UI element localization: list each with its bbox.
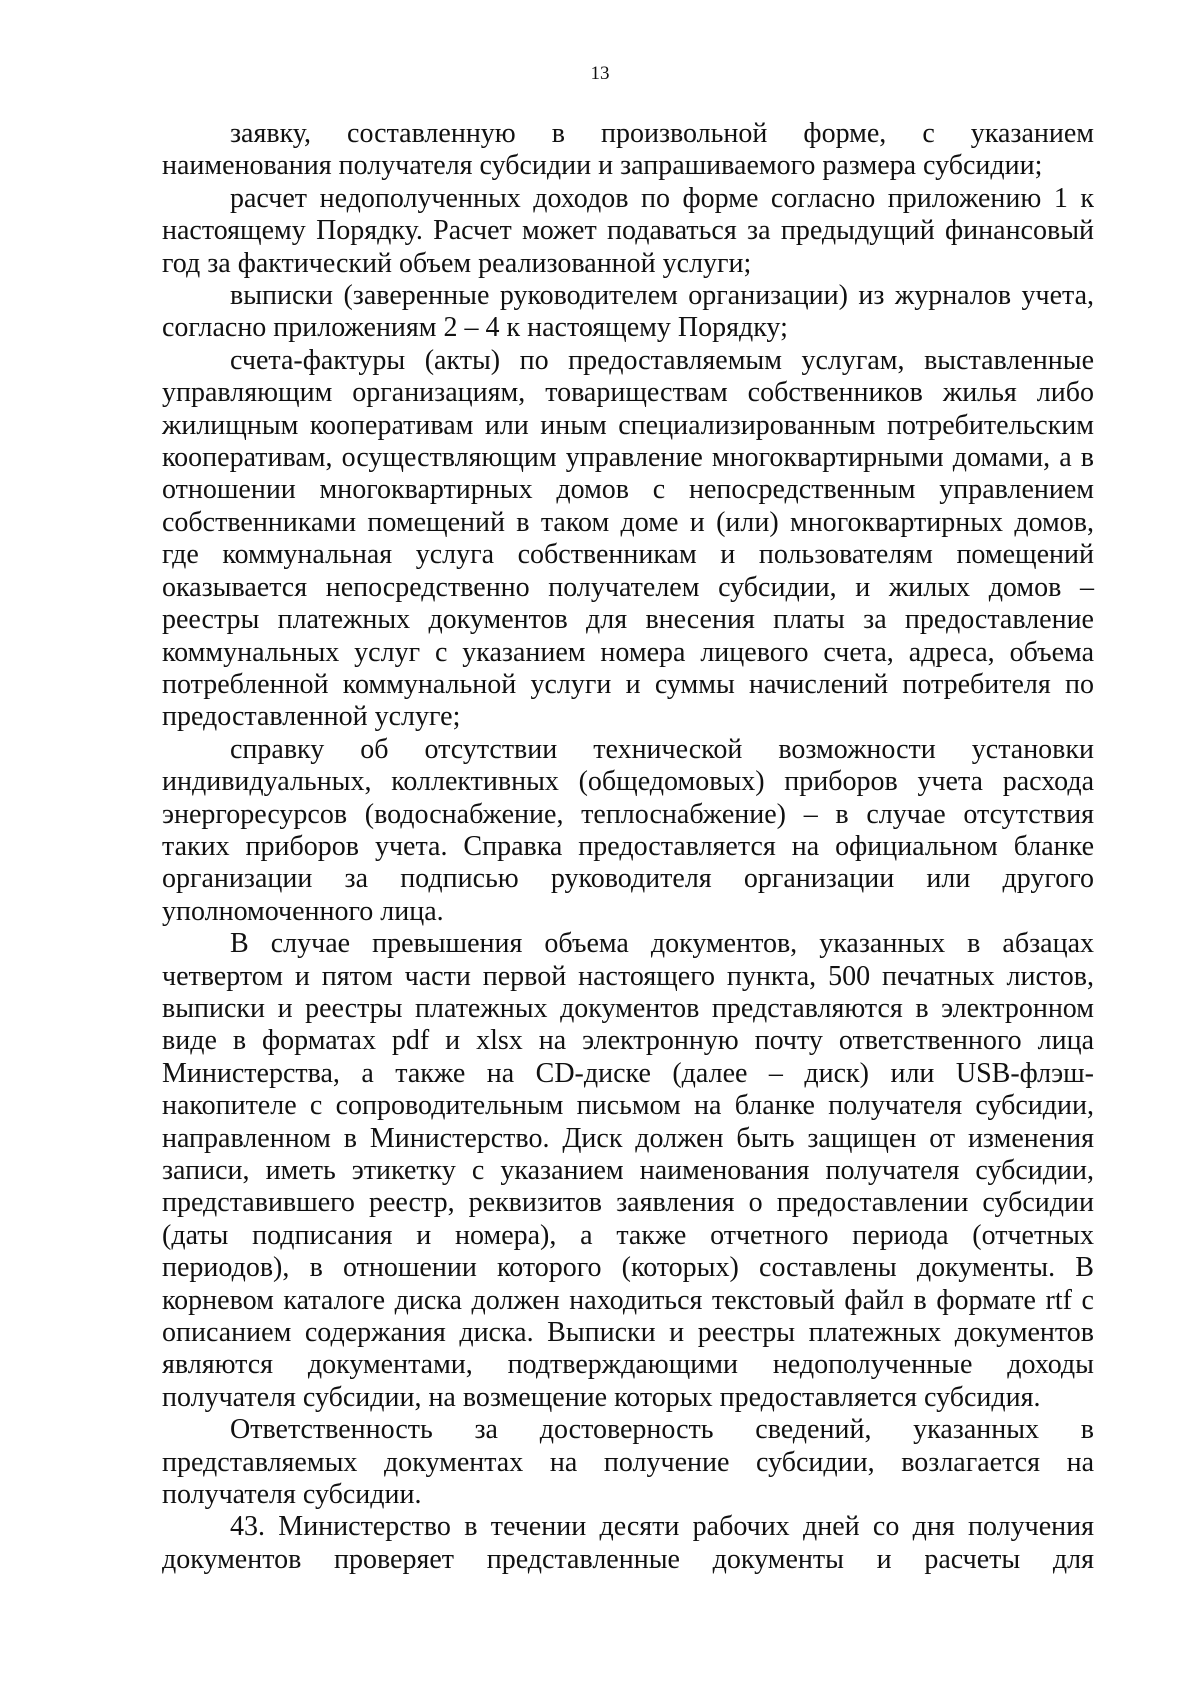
paragraph-register-extracts: выписки (заверенные руководителем организации) из журналов учета, согласно приложениям 2 – 4 к настоящему Порядку;	[162, 280, 1094, 344]
paragraph-item-43: 43. Министерство в течении десяти рабочих дней со дня получения документов проверяет представленные документы и расчеты для	[162, 1511, 1094, 1575]
paragraph-technical-certificate: справку об отсутствии технической возможности установки индивидуальных, коллективных (общедомовых) приборов учета расхода энергоресурсов (водоснабжение, теплоснабжение) – в случае отсутствия таких приборов учета. Справка предоставляется на официальном бланке организации за подписью руководителя организации или другого уполномоченного лица.	[162, 733, 1094, 927]
page-number: 13	[590, 63, 610, 84]
paragraph-invoices: счета-фактуры (акты) по предоставляемым услугам, выставленные управляющим организациям, товариществам собственников жилья либо жилищным кооперативам или иным специализированным потребительским кооперативам, осуществляющим управление многоквартирными домами, а в отношении многоквартирных домов с непосредственным управлением собственниками помещений в таком доме и (или) многоквартирных домов, где коммунальная услуга собственникам и пользователям помещений оказывается непосредственно получателем субсидии, и жилых домов – реестры платежных документов для внесения платы за предоставление коммунальных услуг с указанием номера лицевого счета, адреса, объема потребленной коммунальной услуги и суммы начислений потребителя по предоставленной услуге;	[162, 344, 1094, 733]
paragraph-application: заявку, составленную в произвольной форме, с указанием наименования получателя субсидии и запрашиваемого размера субсидии;	[162, 118, 1094, 182]
paragraph-lost-income-calculation: расчет недополученных доходов по форме согласно приложению 1 к настоящему Порядку. Расчет может подаваться за предыдущий финансовый год за фактический объем реализованной услуги;	[162, 182, 1094, 279]
paragraph-responsibility: Ответственность за достоверность сведений, указанных в представляемых документах на получение субсидии, возлагается на получателя субсидии.	[162, 1414, 1094, 1511]
paragraph-electronic-submission: В случае превышения объема документов, указанных в абзацах четвертом и пятом части первой настоящего пункта, 500 печатных листов, выписки и реестры платежных документов представляются в электронном виде в форматах pdf и xlsx на электронную почту ответственного лица Министерства, а также на CD-диске (далее – диск) или USB-флэш-накопителе с сопроводительным письмом на бланке получателя субсидии, направленном в Министерство. Диск должен быть защищен от изменения записи, иметь этикетку с указанием наименования получателя субсидии, представившего реестр, реквизитов заявления о предоставлении субсидии (даты подписания и номера), а также отчетного периода (отчетных периодов), в отношении которого (которых) составлены документы. В корневом каталоге диска должен находиться текстовый файл в формате rtf с описанием содержания диска. Выписки и реестры платежных документов являются документами, подтверждающими недополученные доходы получателя субсидии, на возмещение которых предоставляется субсидия.	[162, 928, 1094, 1413]
document-body	[162, 118, 1094, 1576]
